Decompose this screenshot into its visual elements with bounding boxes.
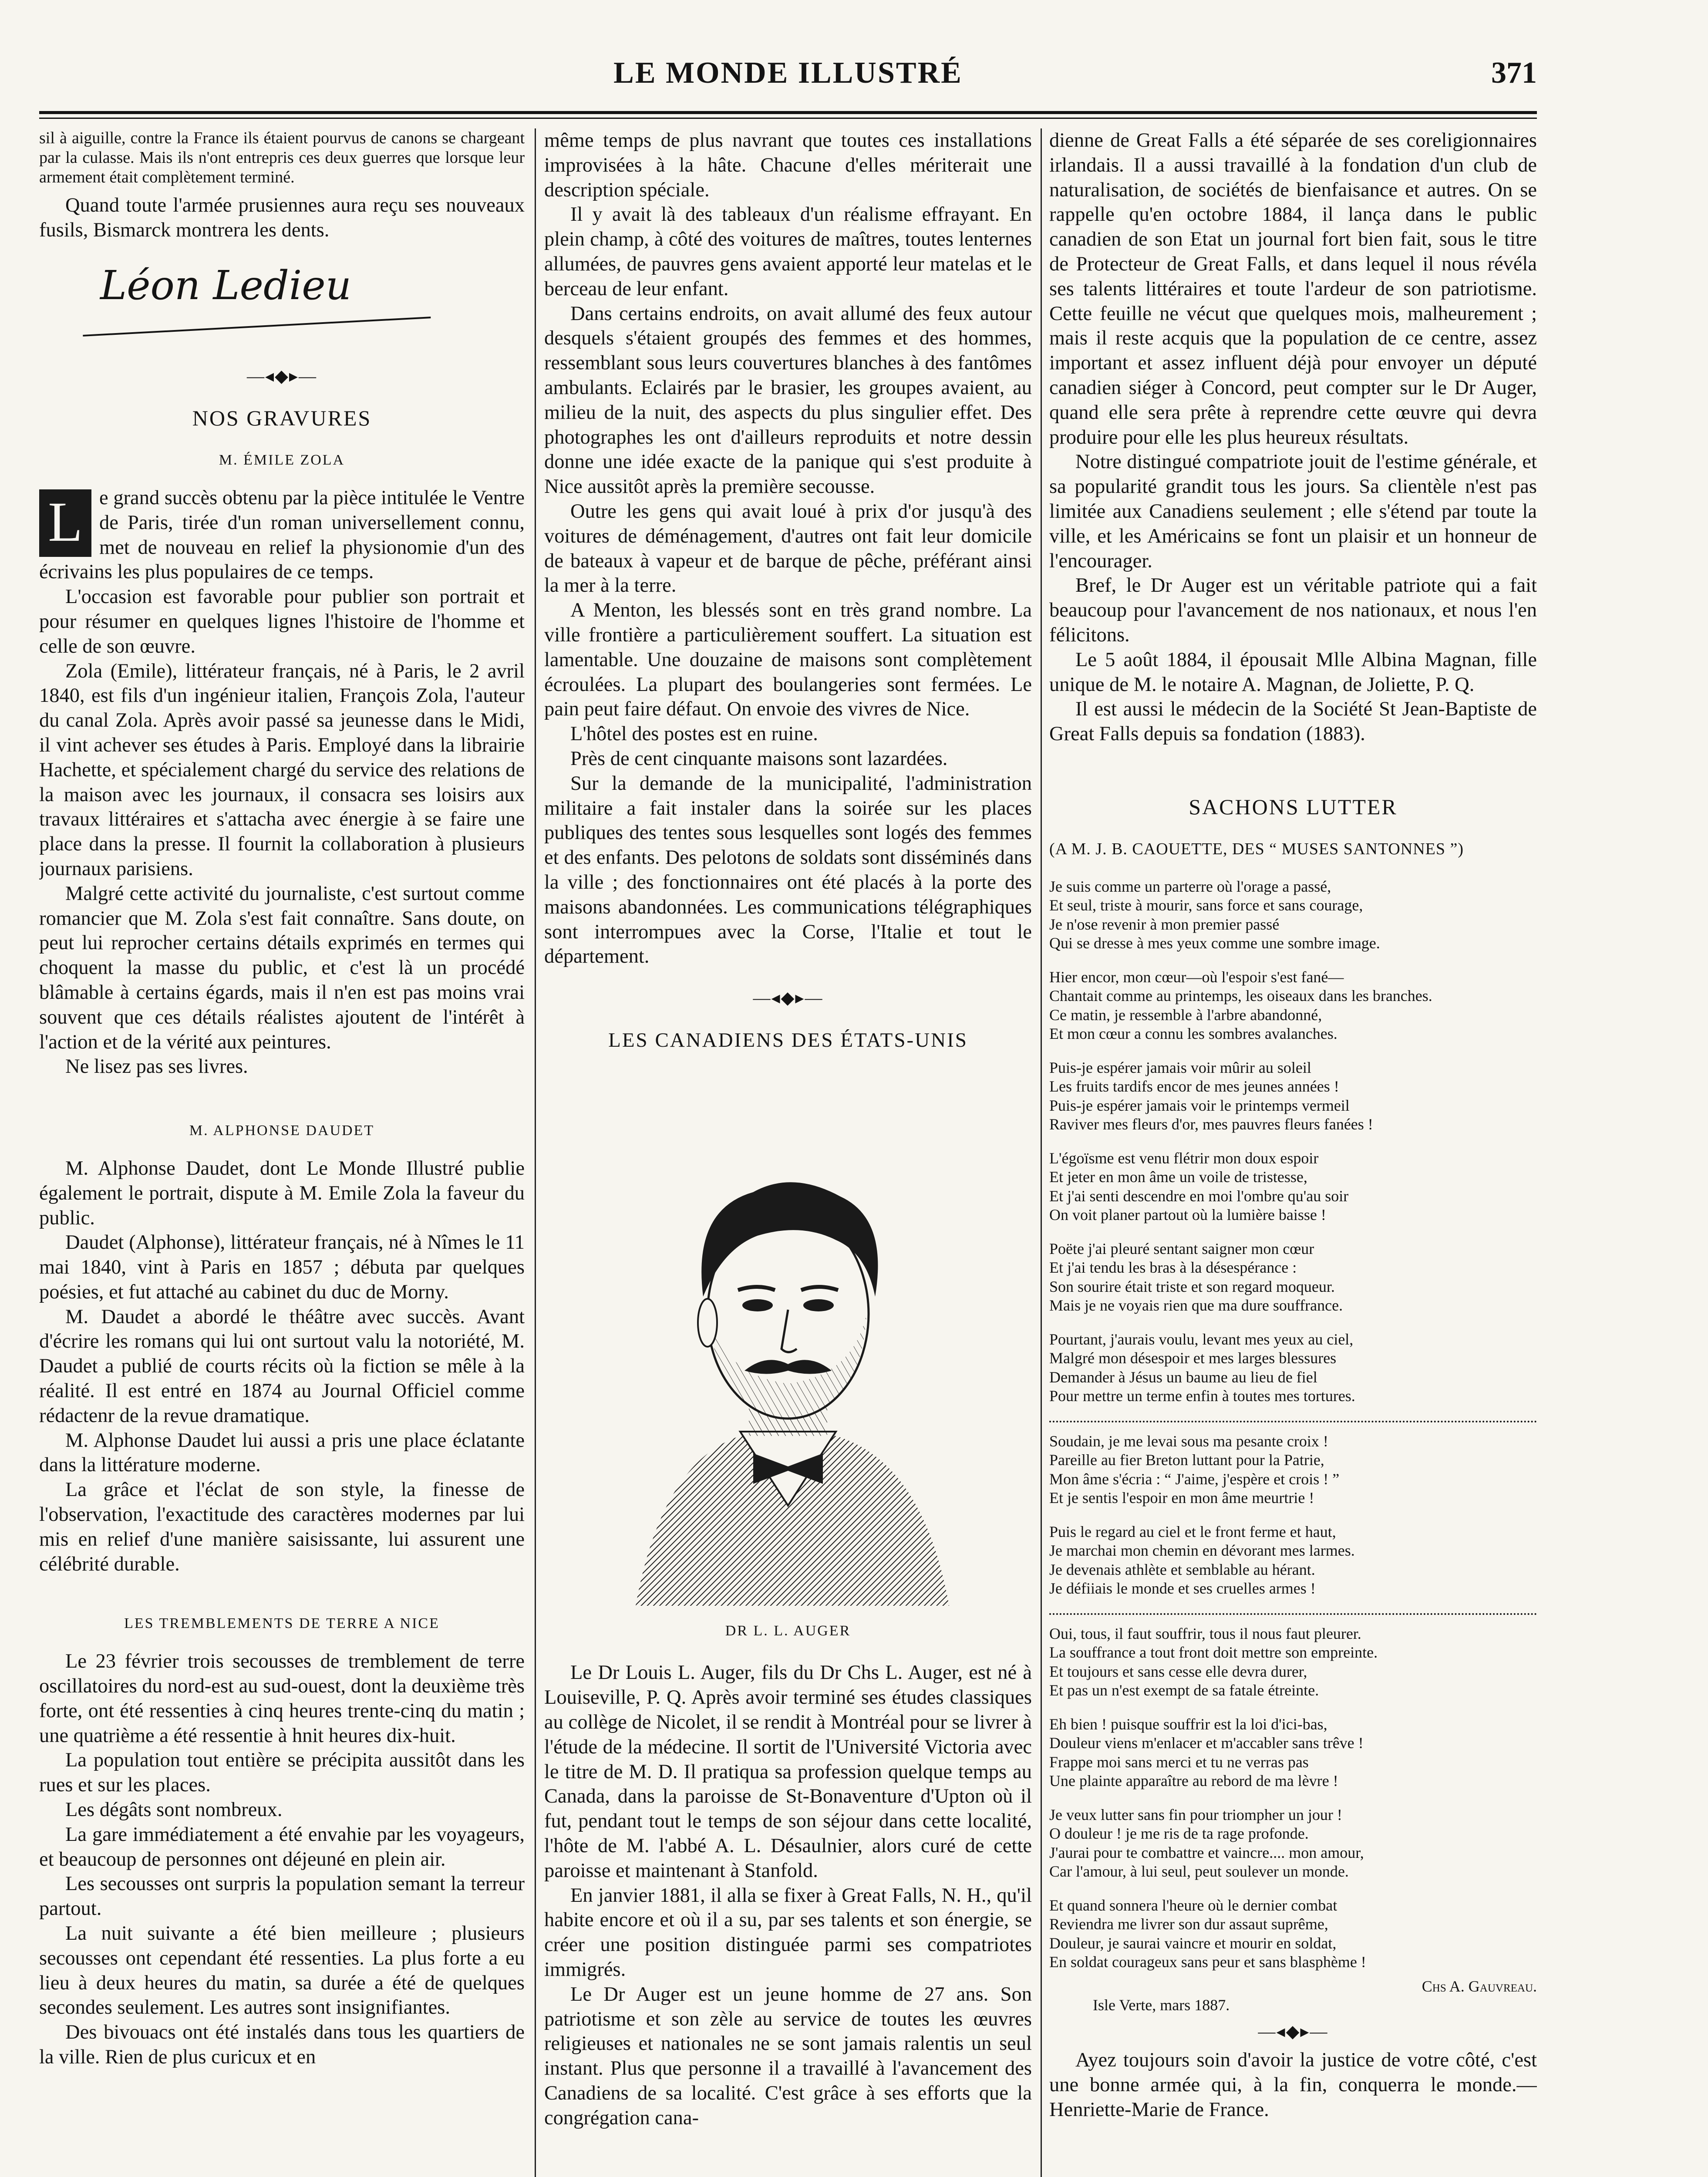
- article-text: Zola (Emile), littérateur français, né à Paris, le 2 avril 1840, est fils d'un ingénieur italien, François Zola, l'auteur du canal Zola. Après avoir passé sa jeunesse dans le Midi, il vint achever ses études à Paris. Employé dans la librairie Hachette, et spécialement chargé du service des relations de la maison avec les journaux, il consacra ses loisirs aux travaux littéraires et s'attacha avec énergie à se faire une place dans la presse. Il fournit la collaboration à plusieurs journaux parisiens.: [39, 660, 525, 880]
- article-text: En janvier 1881, il alla se fixer à Great Falls, N. H., qu'il habite encore et où il a su, par ses talents et son énergie, se créer une position distinguée parmi ses compatriotes immigrés.: [544, 1884, 1032, 1981]
- poem-stanza: [1049, 968, 1537, 1044]
- poem-line: Puis-je espérer jamais voir mûrir au soleil: [1049, 1058, 1311, 1076]
- poem-line: Et seul, triste à mourir, sans force et sans courage,: [1049, 896, 1363, 914]
- article-text: Notre distingué compatriote jouit de l'estime générale, et sa popularité grandit tous les jours. Sa clientèle n'est pas limitée aux Canadiens seulement ; elle s'étend par toute la ville, et les Américains se font un plaisir et un honneur de l'encourager.: [1049, 451, 1537, 572]
- poem-stanza: [1049, 1149, 1537, 1225]
- poem-line: O douleur ! je me ris de ta rage profonde.: [1049, 1825, 1309, 1843]
- dotted-separator: [1049, 1613, 1537, 1615]
- poem-line: Malgré mon désespoir et mes larges blessures: [1049, 1349, 1337, 1367]
- poem-stanza: [1049, 1432, 1537, 1508]
- poem-line: Demander à Jésus un baume au lieu de fiel: [1049, 1368, 1317, 1386]
- poem-line: Je veux lutter sans fin pour triompher un jour !: [1049, 1806, 1342, 1823]
- article-text: Outre les gens qui avait loué à prix d'or jusqu'à des voitures de déménagement, d'autres ont fait leur domicile de bateaux à vapeur et de barque de pêche, préférant ainsi la mer à la terre.: [544, 500, 1032, 597]
- subhead-emile-zola: M. ÉMILE ZOLA: [219, 452, 345, 468]
- portrait-drawing: [610, 1070, 967, 1606]
- article-text: Il est aussi le médecin de la Société St Jean-Baptiste de Great Falls depuis sa fondation (1883).: [1049, 698, 1537, 745]
- ornament-divider: —◂◆▸—: [1258, 2021, 1328, 2041]
- poem-stanza: [1049, 1624, 1537, 1700]
- signature-text: Léon Ledieu: [100, 262, 351, 309]
- article-text: M. Alphonse Daudet, dont Le Monde Illustré publie également le portrait, dispute à M. Emile Zola la faveur du public.: [39, 1157, 525, 1229]
- poem-line: Eh bien ! puisque souffrir est la loi d'ici-bas,: [1049, 1715, 1327, 1733]
- article-text: Les secousses ont surpris la population semant la terreur partout.: [39, 1873, 525, 1920]
- poem-dedication: (A M. J. B. CAOUETTE, DES “ MUSES SANTONNES ”): [1049, 839, 1464, 858]
- article-text: Ne lisez pas ses livres.: [65, 1055, 248, 1078]
- article-text: La population tout entière se précipita aussitôt dans les rues et sur les places.: [39, 1749, 525, 1796]
- dotted-separator: [1049, 1421, 1537, 1422]
- article-text: Le 23 février trois secousses de tremblement de terre oscillatoires du nord-est au sud-ouest, dont la deuxième très forte, ont été ressenties à cinq heures trente-cinq du matin ; une quatrième a été ressentie à hnit heures dix-huit.: [39, 1650, 525, 1747]
- poem-line: Et je sentis l'espoir en mon âme meurtrie !: [1049, 1489, 1314, 1507]
- poem-line: Pareille au fier Breton luttant pour la Patrie,: [1049, 1451, 1324, 1469]
- poem-stanza: [1049, 1330, 1537, 1406]
- article-text: Le 5 août 1884, il épousait Mlle Albina Magnan, fille unique de M. le notaire A. Magnan, de Joliette, P. Q.: [1049, 648, 1537, 696]
- poem-line: Et pas un n'est exempt de sa fatale étreinte.: [1049, 1682, 1319, 1699]
- poem-body: [1049, 877, 1537, 1972]
- article-text: Quand toute l'armée prusiennes aura reçu ses nouveaux fusils, Bismarck montrera les dents.: [39, 194, 525, 241]
- masthead-title: LE MONDE ILLUSTRÉ: [613, 56, 963, 90]
- article-text: La grâce et l'éclat de son style, la finesse de l'observation, l'exactitude des caractères modernes par lui mis en relief d'une manière saisissante, lui assurent une célébrité durable.: [39, 1479, 525, 1575]
- poem-line: Je défiiais le monde et ses cruelles armes !: [1049, 1580, 1316, 1597]
- article-text: M. Alphonse Daudet lui aussi a pris une place éclatante dans la littérature moderne.: [39, 1429, 525, 1476]
- signature-flourish: [83, 317, 431, 339]
- column-2: [544, 128, 1032, 2177]
- article-text: La gare immédiatement a été envahie par les voyageurs, et beaucoup de personnes ont déjeuné en plein air.: [39, 1823, 525, 1870]
- column-3: [1049, 128, 1537, 2177]
- poem-line: Son sourire était triste et son regard moqueur.: [1049, 1277, 1335, 1295]
- poem-line: Je devenais athlète et semblable au hérant.: [1049, 1560, 1315, 1578]
- poem-line: Mais je ne voyais rien que ma dure souffrance.: [1049, 1297, 1343, 1314]
- article-text: Il y avait là des tableaux d'un réalisme effrayant. En plein champ, à côté des voitures de maîtres, toutes lenternes allumées, de pauvres gens avaient apporté leur matelas et le berceau de leur enfant.: [544, 203, 1032, 300]
- drop-cap: L: [39, 489, 91, 557]
- poem-stanza: [1049, 1715, 1537, 1791]
- page-header: [39, 51, 1537, 99]
- article-text: Sur la demande de la municipalité, l'administration militaire a fait instaler dans la soirée sur les places publiques des tentes sous lesquelles sont logés des femmes et des enfants. Des pelotons de soldats sont disséminés dans la ville ; des fonctionnaires ont été placés à la porte des maisons abandonnées. Les communications télégraphiques sont interrompues avec la Corse, l'Italie et tout le département.: [544, 772, 1032, 968]
- poem-line: Et toujours et sans cesse elle devra durer,: [1049, 1662, 1307, 1680]
- poem-line: Qui se dresse à mes yeux comme une sombre image.: [1049, 934, 1380, 952]
- poem-line: Pourtant, j'aurais voulu, levant mes yeux au ciel,: [1049, 1330, 1354, 1348]
- subhead-tremblements: LES TREMBLEMENTS DE TERRE A NICE: [124, 1615, 440, 1632]
- article-text: Dans certains endroits, on avait allumé des feux autour desquels s'étaient groupés des femmes et des hommes, ressemblant sous leurs couvertures blanches à des fantômes ambulants. Eclairés par le brasier, les groupes avaient, au milieu de la nuit, des aspects du plus singulier effet. Des photographes les ont d'ailleurs reproduits et notre dessin donne une idée exacte de la panique qui s'est produite à Nice aussitôt après la première secousse.: [544, 302, 1032, 498]
- portrait-caption: DR L. L. AUGER: [725, 1622, 851, 1639]
- poem-stanza: [1049, 1806, 1537, 1881]
- article-text: dienne de Great Falls a été séparée de ses coreligionnaires irlandais. Il a aussi travaillé à la fondation d'un club de naturalisation, de sociétés de bienfaisance et autres. On se rappelle qu'en octobre 1884, il lança dans le public canadien de son Etat un journal fort bien fait, sous le titre de Protecteur de Great Falls, et dans lequel il nous révéla ses talents littéraires et toute l'ardeur de son patriotisme. Cette feuille ne vécut que quelques mois, malheurement ; mais il reste acquis que la population de ce centre, assez important et assez influent déjà pour envoyer un député canadien siéger à Concord, peut compter sur le Dr Auger, quand elle sera prête à reprendre cette œuvre qui devra produire pour elle les plus heureux résultats.: [1049, 129, 1537, 448]
- article-text: sil à aiguille, contre la France ils étaient pourvus de canons se chargeant par la culasse. Mais ils n'ont entrepris ces deux guerres que lorsque leur armement était complètement terminé.: [39, 129, 525, 186]
- poem-line: Frappe moi sans merci et tu ne verras pas: [1049, 1753, 1309, 1771]
- poem-line: On voit planer partout où la lumière baisse !: [1049, 1206, 1326, 1224]
- poem-line: Et j'ai tendu les bras à la désespérance :: [1049, 1259, 1297, 1277]
- page-number: 371: [1491, 56, 1537, 90]
- article-text: Bref, le Dr Auger est un véritable patriote qui a fait beaucoup pour l'avancement de nos nationaux, et nous l'en félicitons.: [1049, 574, 1537, 646]
- poem-line: Et j'ai senti descendre en moi l'ombre qu'au soir: [1049, 1187, 1349, 1205]
- poem-author: Chs A. Gauvreau.: [1422, 1977, 1537, 1995]
- header-rule-thick: [39, 111, 1537, 114]
- article-text: Près de cent cinquante maisons sont lazardées.: [570, 747, 948, 770]
- poem-line: Mon âme s'écria : “ J'aime, j'espère et crois ! ”: [1049, 1470, 1340, 1488]
- poem-line: Les fruits tardifs encor de mes jeunes années !: [1049, 1078, 1339, 1095]
- maxim-text: Ayez toujours soin d'avoir la justice de votre côté, c'est une bonne armée qui, à la fin, conquerra le monde.—Henriette-Marie de France.: [1049, 2049, 1537, 2121]
- column-divider-1: [535, 128, 536, 2177]
- article-text: A Menton, les blessés sont en très grand nombre. La ville frontière a particulièrement souffert. La situation est lamentable. Une douzaine de maisons sont complètement écroulées. La plupart des boulangeries sont fermées. Le pain peut faire défaut. On envoie des vivres de Nice.: [544, 599, 1032, 721]
- poem-line: Puis-je espérer jamais voir le printemps vermeil: [1049, 1096, 1350, 1114]
- poem-line: Poëte j'ai pleuré sentant saigner mon cœur: [1049, 1240, 1314, 1257]
- poem-line: Chantait comme au printemps, les oiseaux dans les branches.: [1049, 987, 1432, 1005]
- poem-line: Et mon cœur a connu les sombres avalanches.: [1049, 1025, 1337, 1043]
- poem-line: Douleur, je saurai vaincre et mourir en soldat,: [1049, 1934, 1337, 1952]
- article-text: M. Daudet a abordé le théâtre avec succès. Avant d'écrire les romans qui lui ont surtout valu la notoriété, M. Daudet a publié de courts récits où la fiction se mêle à la réalité. Il est entré en 1874 au Journal Officiel comme rédactenr de la revue dramatique.: [39, 1305, 525, 1427]
- article-text: Malgré cette activité du journaliste, c'est surtout comme romancier que M. Zola s'est fait connaître. Sans doute, on peut lui reprocher certains détails exprimés en termes qui choquent la masse du public, et c'est là un procédé blâmable à certains égards, mais il n'en est pas moins vrai souvent que ces détails réalistes ajoutent de l'intérêt à l'action et de la vérité aux peintures.: [39, 882, 525, 1053]
- ornament-divider: —◂◆▸—: [247, 366, 317, 386]
- poem-line: En soldat courageux sans peur et sans blasphème !: [1049, 1953, 1366, 1971]
- portrait-engraving: [610, 1070, 967, 1606]
- signature-leon-ledieu: [74, 262, 525, 347]
- column-divider-2: [1041, 128, 1042, 2177]
- header-rule-thin: [39, 118, 1537, 119]
- subhead-alphonse-daudet: M. ALPHONSE DAUDET: [189, 1122, 375, 1139]
- poem-line: L'égoïsme est venu flétrir mon doux espoir: [1049, 1149, 1319, 1167]
- article-text: même temps de plus navrant que toutes ces installations improvisées à la hâte. Chacune d'elles mériterait une description spéciale.: [544, 129, 1032, 201]
- poem-line: Raviver mes fleurs d'or, mes pauvres fleurs fanées !: [1049, 1115, 1373, 1133]
- poem-line: Oui, tous, il faut souffrir, tous il nous faut pleurer.: [1049, 1624, 1361, 1642]
- section-title-nos-gravures: NOS GRAVURES: [192, 406, 372, 431]
- article-text-span: e grand succès obtenu par la pièce intitulée le Ventre de Paris, tirée d'un roman universellement connu, met de nouveau en relief la physionomie d'un des écrivains les plus populaires de ce temps.: [39, 486, 525, 583]
- section-title-canadiens: LES CANADIENS DES ÉTATS-UNIS: [608, 1028, 968, 1051]
- poem-line: Reviendra me livrer son dur assaut suprême,: [1049, 1915, 1328, 1933]
- article-text: Les dégâts sont nombreux.: [65, 1799, 283, 1821]
- poem-stanza: [1049, 877, 1537, 953]
- poem-line: J'aurai pour te combattre et vaincre.... mon amour,: [1049, 1843, 1364, 1861]
- column-1: [39, 128, 525, 2177]
- poem-line: Car l'amour, à lui seul, peut soulever un monde.: [1049, 1863, 1349, 1880]
- poem-title: SACHONS LUTTER: [1189, 794, 1398, 819]
- poem-stanza: [1049, 1240, 1537, 1315]
- article-text: L'occasion est favorable pour publier son portrait et pour résumer en quelques lignes l'histoire de l'homme et celle de son œuvre.: [39, 586, 525, 657]
- poem-stanza: [1049, 1523, 1537, 1598]
- poem-stanza: [1049, 1058, 1537, 1134]
- poem-stanza: [1049, 1896, 1537, 1972]
- ornament-divider: —◂◆▸—: [753, 988, 823, 1008]
- poem-line: Hier encor, mon cœur—où l'espoir s'est fané—: [1049, 968, 1344, 986]
- article-text: [39, 486, 525, 585]
- poem-line: Une plainte apparaître au rebord de ma lèvre !: [1049, 1772, 1338, 1790]
- poem-line: Soudain, je me levai sous ma pesante croix !: [1049, 1432, 1328, 1450]
- poem-line: Et quand sonnera l'heure où le dernier combat: [1049, 1896, 1337, 1914]
- poem-line: Pour mettre un terme enfin à toutes mes tortures.: [1049, 1387, 1355, 1405]
- article-text: Le Dr Louis L. Auger, fils du Dr Chs L. Auger, est né à Louiseville, P. Q. Après avoir terminé ses études classiques au collège de Nicolet, il se rendit à Montréal pour se livrer à l'étude de la médecine. Il sortit de l'Université Victoria avec le titre de M. D. Il pratiqua sa profession quelque temps au Canada, dans la paroisse de St-Bonaventure d'Upton où il fut, pendant tout le temps de son séjour dans cette localité, l'hôte de M. l'abbé A. L. Désaulnier, alors curé de cette paroisse et maintenant à Stanfold.: [544, 1661, 1032, 1882]
- article-text: L'hôtel des postes est en ruine.: [570, 723, 818, 745]
- poem-line: Je suis comme un parterre où l'orage a passé,: [1049, 877, 1331, 895]
- poem-line: La souffrance a tout front doit mettre son empreinte.: [1049, 1644, 1378, 1661]
- article-text: Des bivouacs ont été instalés dans tous les quartiers de la ville. Rien de plus curicux et en: [39, 2021, 525, 2068]
- poem-line: Je n'ose revenir à mon premier passé: [1049, 915, 1280, 933]
- poem-line: Je marchai mon chemin en dévorant mes larmes.: [1049, 1542, 1355, 1560]
- article-text: Le Dr Auger est un jeune homme de 27 ans. Son patriotisme et son zèle au service de toutes les œuvres religieuses et nationales ne se sont jamais ralentis un seul instant. Plus que personne il a travaillé à l'avancement des Canadiens de sa localité. C'est grâce à ses efforts que la congrégation cana-: [544, 1983, 1032, 2129]
- article-text: La nuit suivante a été bien meilleure ; plusieurs secousses ont cependant été ressenties. La plus forte a eu lieu à deux heures du matin, sa durée a été de quelques secondes seulement. Les autres sont insignifiantes.: [39, 1922, 525, 2019]
- poem-line: Douleur viens m'enlacer et m'accabler sans trêve !: [1049, 1734, 1364, 1752]
- poem-line: Puis le regard au ciel et le front ferme et haut,: [1049, 1523, 1336, 1540]
- poem-line: Ce matin, je ressemble à l'arbre abandonné,: [1049, 1006, 1322, 1024]
- article-text: Daudet (Alphonse), littérateur français, né à Nîmes le 11 mai 1840, vint à Paris en 1857 ; débuta par quelques poésies, et fut attaché au cabinet du duc de Morny.: [39, 1231, 525, 1303]
- poem-place-date: Isle Verte, mars 1887.: [1093, 1996, 1230, 2014]
- poem-line: Et jeter en mon âme un voile de tristesse,: [1049, 1168, 1307, 1186]
